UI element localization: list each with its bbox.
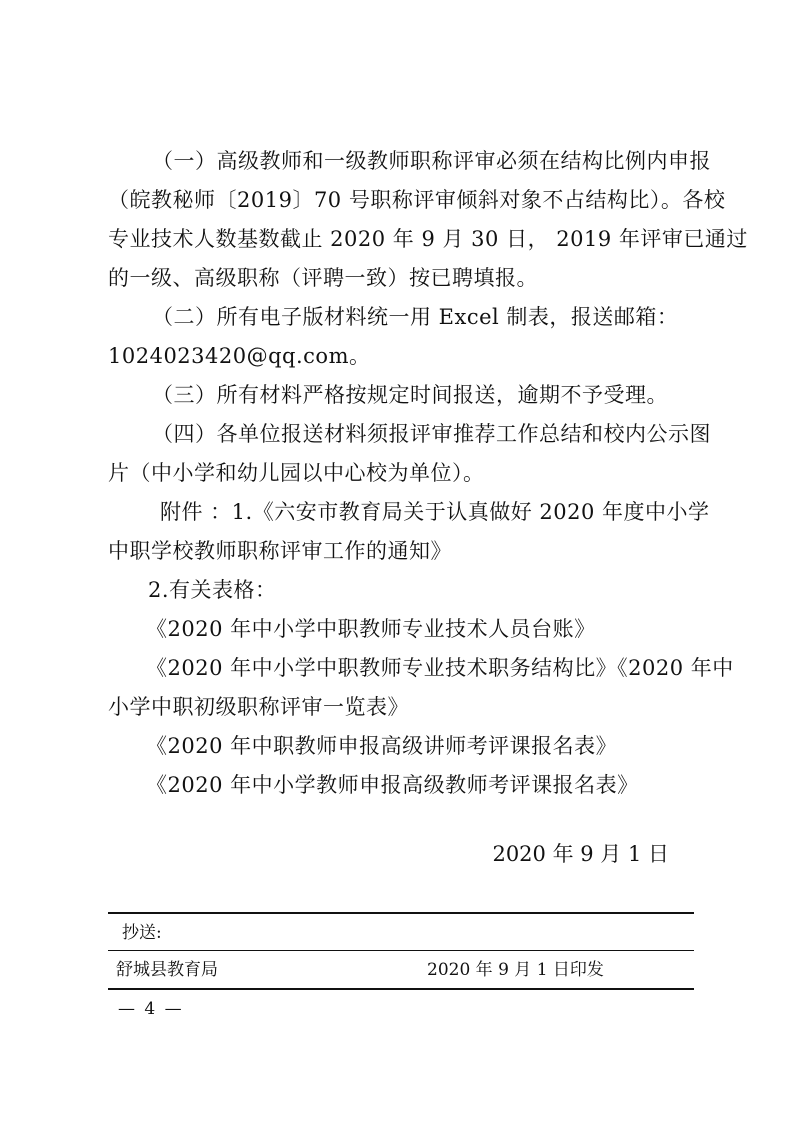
- attachment-line-1: 附件 ：1.《六安市教育局关于认真做好 2020 年度中小学: [160, 500, 710, 524]
- paragraph-1-line-1: （一）高级教师和一级教师职称评审必须在结构比例内申报: [152, 149, 711, 173]
- paragraph-3-line-1: （三）所有材料严格按规定时间报送，逾期不予受理。: [152, 383, 668, 407]
- tables-heading: 2.有关表格：: [148, 578, 277, 602]
- paragraph-2-line-2: 1024023420@qq.com。: [108, 344, 371, 368]
- table-item-2-line-1: 《2020 年中小学中职教师专业技术职务结构比》《2020 年中: [146, 656, 734, 680]
- paragraph-4-line-1: （四）各单位报送材料须报评审推荐工作总结和校内公示图: [152, 422, 711, 446]
- page-number: — 4 —: [118, 999, 184, 1019]
- attachment-line-2: 中职学校教师职称评审工作的通知》: [108, 539, 452, 563]
- footer-top-rule: [108, 912, 694, 914]
- footer-bottom-rule: [108, 988, 694, 990]
- paragraph-1-line-3: 专业技术人数基数截止 2020 年 9 月 30 日， 2019 年评审已通过: [108, 227, 748, 251]
- table-item-4: 《2020 年中小学教师申报高级教师考评课报名表》: [146, 773, 639, 797]
- signature-date: 2020 年 9 月 1 日: [492, 842, 669, 866]
- cc-label: 抄送:: [122, 923, 162, 943]
- table-item-1: 《2020 年中小学中职教师专业技术人员台账》: [146, 617, 596, 641]
- table-item-3: 《2020 年中职教师申报高级讲师考评课报名表》: [146, 734, 618, 758]
- footer-middle-rule: [108, 950, 694, 951]
- paragraph-4-line-2: 片（中小学和幼儿园以中心校为单位）。: [108, 461, 485, 485]
- table-item-2-line-2: 小学中职初级职称评审一览表》: [108, 695, 409, 719]
- paragraph-1-line-4: 的一级、高级职称（评聘一致）按已聘填报。: [108, 266, 538, 290]
- paragraph-2-line-1: （二）所有电子版材料统一用 Excel 制表，报送邮箱：: [152, 305, 679, 329]
- issuer-name: 舒城县教育局: [116, 960, 218, 980]
- paragraph-1-line-2: （皖教秘师〔2019〕70 号职称评审倾斜对象不占结构比）。各校: [108, 188, 726, 212]
- issue-date: 2020 年 9 月 1 日印发: [427, 960, 604, 980]
